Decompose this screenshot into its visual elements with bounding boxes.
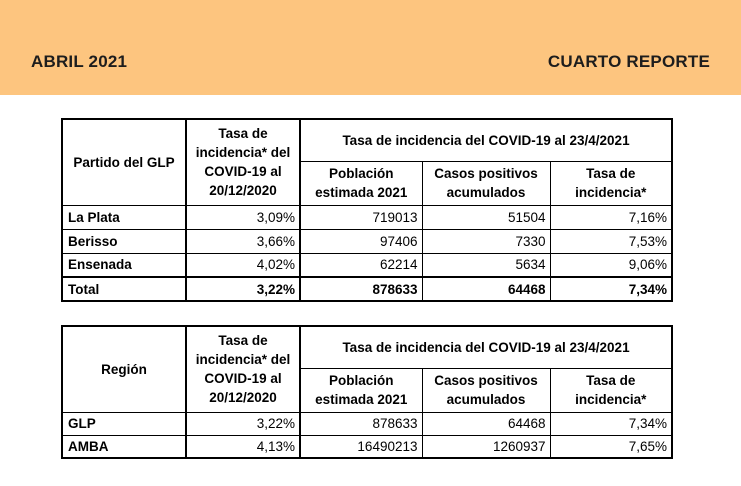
row-poblacion: 97406 (300, 229, 422, 253)
row-tasa: 7,65% (550, 435, 672, 458)
header-casos: Casos positivos acumulados (422, 161, 550, 205)
row-casos: 7330 (422, 229, 550, 253)
header-poblacion: Población estimada 2021 (300, 161, 422, 205)
row-casos: 5634 (422, 253, 550, 277)
header-partido: Partido del GLP (62, 119, 186, 205)
report-date: ABRIL 2021 (31, 52, 128, 71)
table-row (62, 205, 672, 229)
table-row (62, 435, 672, 458)
row-poblacion: 62214 (300, 253, 422, 277)
row-tasa: 7,34% (550, 277, 672, 301)
report-title: CUARTO REPORTE (547, 52, 710, 71)
row-casos: 64468 (422, 277, 550, 301)
incidence-table-regiones (61, 325, 673, 459)
incidence-table-partidos (61, 118, 673, 302)
header-group: Tasa de incidencia del COVID-19 al 23/4/2021 (300, 326, 672, 368)
table-row (62, 253, 672, 277)
row-tasa-previa: 3,66% (186, 229, 300, 253)
row-tasa: 9,06% (550, 253, 672, 277)
table-row-total (62, 277, 672, 301)
table-row (62, 229, 672, 253)
header-tasa: Tasa de incidencia* (550, 161, 672, 205)
row-name: Berisso (62, 229, 186, 253)
row-tasa-previa: 3,09% (186, 205, 300, 229)
row-tasa: 7,53% (550, 229, 672, 253)
row-poblacion: 878633 (300, 277, 422, 301)
row-tasa: 7,34% (550, 412, 672, 435)
row-tasa: 7,16% (550, 205, 672, 229)
row-name: La Plata (62, 205, 186, 229)
header-banner (0, 0, 741, 95)
row-tasa-previa: 4,02% (186, 253, 300, 277)
header-casos: Casos positivos acumulados (422, 368, 550, 412)
row-casos: 51504 (422, 205, 550, 229)
row-poblacion: 16490213 (300, 435, 422, 458)
row-casos: 64468 (422, 412, 550, 435)
row-tasa-previa: 4,13% (186, 435, 300, 458)
header-tasa: Tasa de incidencia* (550, 368, 672, 412)
row-tasa-previa: 3,22% (186, 412, 300, 435)
header-region: Región (62, 326, 186, 412)
table-row (62, 412, 672, 435)
header-tasa-previa: Tasa de incidencia* del COVID-19 al 20/12/2020 (186, 119, 300, 205)
row-name: Ensenada (62, 253, 186, 277)
row-poblacion: 719013 (300, 205, 422, 229)
row-name: AMBA (62, 435, 186, 458)
header-poblacion: Población estimada 2021 (300, 368, 422, 412)
header-tasa-previa: Tasa de incidencia* del COVID-19 al 20/12/2020 (186, 326, 300, 412)
row-poblacion: 878633 (300, 412, 422, 435)
row-name: Total (62, 277, 186, 301)
row-tasa-previa: 3,22% (186, 277, 300, 301)
header-group: Tasa de incidencia del COVID-19 al 23/4/2021 (300, 119, 672, 161)
row-name: GLP (62, 412, 186, 435)
row-casos: 1260937 (422, 435, 550, 458)
